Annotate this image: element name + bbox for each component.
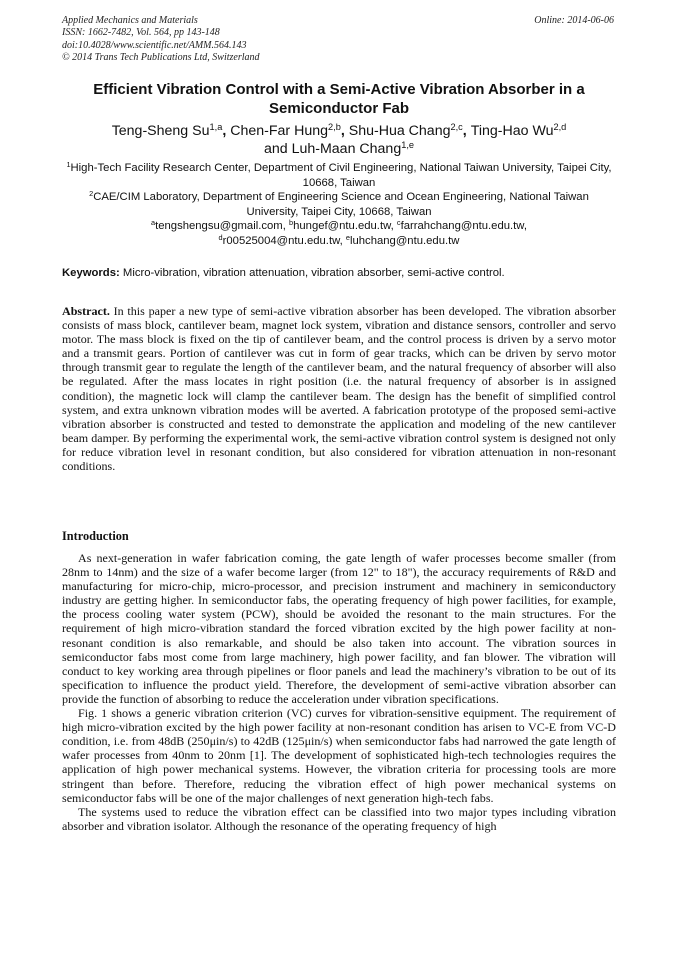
email-b: hungef@ntu.edu.tw bbox=[293, 220, 391, 232]
paragraph: As next-generation in wafer fabrication coming, the gate length of wafer processes become smaller (from 28nm to 14nm) and the size of a wafer become larger (from 12" to 18"), the accuracy requirements of R&D and manufacturing for micro-chip, micro-processor, and precision instrument and machinery in semiconductory industry are getting higher. In semiconductor fabs, the operating frequency of high power facilities, for example, the process cooling water system (PCW), should be avoided the resonant to the main structures. For the requirement of high micro-vibration standard the forced vibration excited by the high power facility at non-resonant condition is also remarkable, and should be also taken into account. The vibration sources in semiconductor fabs most come from large machinery, high power facility, and fan blower. The vibration will conduct to key working area through pipelines or floor panels and lead the machinery’s vibration to be out of its specification to influence the product yield. Therefore, the development of semi-active vibration absorber can provide the function of absorbing to reduce the acceleration under vibration specifications. bbox=[62, 551, 616, 706]
email-a: tengshengsu@gmail.com bbox=[155, 220, 283, 232]
author-4: Ting-Hao Wu$^{2,d}$ bbox=[470, 121, 567, 139]
paper-title: Efficient Vibration Control with a Semi-Active Vibration Absorber in a Semiconductor Fab bbox=[93, 81, 585, 117]
email-list: $^a$tengshengsu@gmail.com, $^b$hungef@ntu.edu.tw, $^c$farrahchang@ntu.edu.tw, $^d$r00525004@ntu.edu.tw, $^e$luhchang@ntu.edu.tw bbox=[151, 217, 527, 247]
author-list: Teng-Sheng Su$^{1,a}$, Chen-Far Hung$^{2,b}$, Shu-Hua Chang$^{2,c}$, Ting-Hao Wu$^{2,d}$ and Luh-Maan Chang$^{1,e}$ bbox=[111, 121, 567, 157]
email-e: luhchang@ntu.edu.tw bbox=[349, 234, 460, 247]
journal-name: Applied Mechanics and Materials bbox=[62, 15, 198, 26]
email-d: r00525004@ntu.edu.tw bbox=[222, 234, 340, 247]
section-heading-introduction: Introduction bbox=[62, 529, 129, 543]
author-1: Teng-Sheng Su$^{1,a}$ bbox=[111, 121, 223, 139]
paragraph: The systems used to reduce the vibration effect can be classified into two major types including vibration absorber and vibration isolator. Although the resonance of the operating frequency of high bbox=[62, 804, 616, 833]
online-date: Online: 2014-06-06 bbox=[534, 15, 614, 26]
affiliation-1: $^1$High-Tech Facility Research Center, Department of Civil Engineering, National Taiwan University, Taipei City, 10668, Taiwan bbox=[66, 159, 612, 189]
abstract-text: In this paper a new type of semi-active vibration absorber has been developed. The vibration absorber consists of mass block, cantilever beam, magnet lock system, vibration and distance sensors, controller and servo motor. The mass block is fixed on the tip of cantilever beam, and the control process is driven by a servo motor and a transmit gears. Portion of cantilever was cut in form of gear tracks, which can be driven by servo motor through transmit gear to regulate the length of the cantilever beam, and the natural frequency of absorber will also be regulated. After the mass locates in right position (i.e. the natural frequency of absorber is in assigned condition), the magnetic lock will clamp the cantilever beam. The design has the benefit of simplified control system, and extra unknown vibration modes will be averted. A fabrication prototype of the proposed semi-active vibration absorber is constructed and tested to demonstrate the application and modeling of the new cantilever beam damper. By performing the experimental work, the semi-active vibration control system is designed not only for reduce vibration level in resonant condition, but also considered for vibration attenuation in non-resonant conditions. bbox=[62, 304, 616, 474]
affiliation-2: $^2$CAE/CIM Laboratory, Department of Engineering Science and Ocean Engineering, National Taiwan University, Taipei City, 10668, Taiwan bbox=[89, 188, 589, 218]
paragraph: Fig. 1 shows a generic vibration criterion (VC) curves for vibration-sensitive equipment. The requirement of high micro-vibration excited by the high power facility at non-resonant condition has arisen to VC-E from VC-D condition, i.e. from 48dB (250μin/s) to 42dB (125μin/s) when semiconductor fabs had narrowed the gate length of wafer processes from 40nm to 20nm [1]. The development of sophisticated high-tech technologies requires the application of high power mechanical systems. However, the vibration criteria for processing tools are more stringent than before. Therefore, reducing the vibration effect of high power mechanical systems on semiconductor fabs will be one of the major challenges of next generation high-tech fabs. bbox=[62, 706, 616, 805]
author-3: Shu-Hua Chang$^{2,c}$ bbox=[348, 121, 463, 139]
introduction-body bbox=[62, 551, 616, 833]
author-5: Luh-Maan Chang$^{1,e}$ bbox=[291, 139, 415, 157]
copyright: © 2014 Trans Tech Publications Ltd, Switzerland bbox=[62, 52, 260, 64]
issn: ISSN: 1662-7482, Vol. 564, pp 143-148 bbox=[62, 27, 220, 39]
abstract-label: Abstract. bbox=[62, 304, 110, 318]
doi: doi:10.4028/www.scientific.net/AMM.564.143 bbox=[62, 39, 247, 51]
keywords-text: Micro-vibration, vibration attenuation, vibration absorber, semi-active control. bbox=[119, 267, 505, 279]
abstract bbox=[62, 304, 616, 473]
keywords-label: Keywords: bbox=[62, 267, 120, 279]
journal-header bbox=[62, 15, 260, 65]
author-2: Chen-Far Hung$^{2,b}$ bbox=[230, 121, 341, 139]
email-c: farrahchang@ntu.edu.tw bbox=[400, 220, 524, 232]
keywords bbox=[62, 266, 616, 280]
